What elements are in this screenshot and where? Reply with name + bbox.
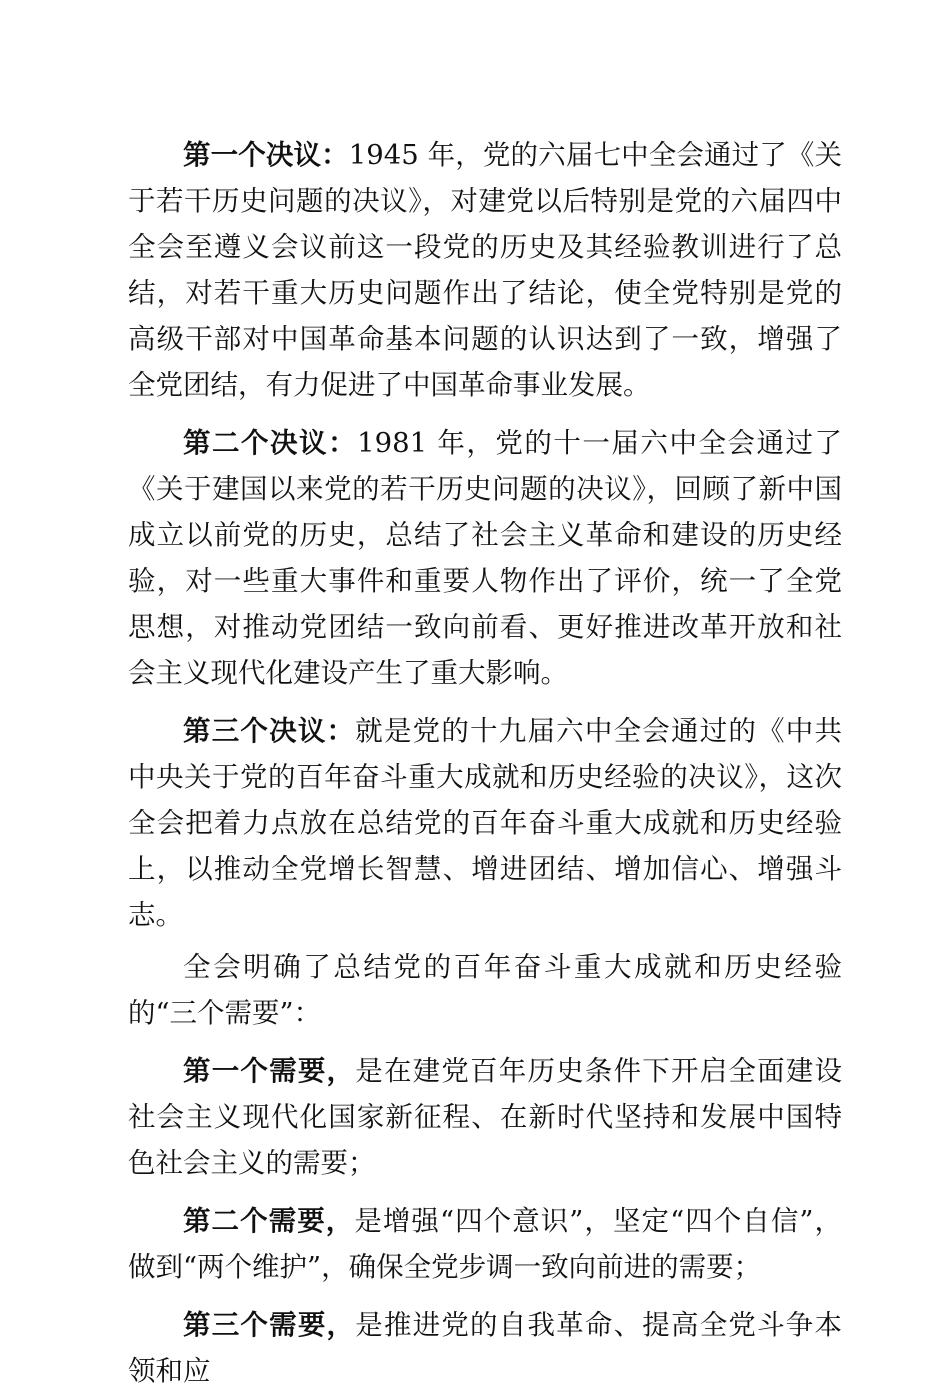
paragraph-three-needs-intro [128, 944, 842, 1036]
paragraph-third-need [128, 1302, 842, 1394]
paragraph-text: 就是党的十九届六中全会通过的《中共中央关于党的百年奋斗重大成就和历史经验的决议》，这次全会把着力点放在总结党的百年奋斗重大成就和历史经验上，以推动全党增长智慧、增进团结、增加信心、增强斗志。 [128, 715, 843, 931]
paragraph-lead: 第三个决议： [183, 715, 356, 747]
paragraph-first-resolution [128, 132, 842, 408]
paragraph-lead: 第三个需要， [183, 1309, 356, 1341]
paragraph-lead: 第二个决议： [183, 427, 358, 459]
paragraph-text: 是增强“四个意识”，坚定“四个自信”，做到“两个维护”，确保全党步调一致向前进的需要； [128, 1205, 843, 1283]
paragraph-text: 全会明确了总结党的百年奋斗重大成就和历史经验的“三个需要”： [128, 951, 842, 1029]
paragraph-second-resolution [128, 420, 842, 696]
paragraph-third-resolution [128, 708, 842, 938]
paragraph-text: 是推进党的自我革命、提高全党斗争本领和应 [128, 1309, 843, 1387]
paragraph-lead: 第一个需要， [183, 1055, 356, 1087]
paragraph-text: 是在建党百年历史条件下开启全面建设社会主义现代化国家新征程、在新时代坚持和发展中国特色社会主义的需要； [128, 1055, 843, 1179]
paragraph-text: 1945 年，党的六届七中全会通过了《关于若干历史问题的决议》，对建党以后特别是党的六届四中全会至遵义会议前这一段党的历史及其经验教训进行了总结，对若干重大历史问题作出了结论，使全党特别是党的高级干部对中国革命基本问题的认识达到了一致，增强了全党团结，有力促进了中国革命事业发展。 [128, 139, 842, 401]
paragraph-second-need [128, 1198, 842, 1290]
document-page [128, 132, 842, 1394]
paragraph-text: 1981 年，党的十一届六中全会通过了《关于建国以来党的若干历史问题的决议》，回顾了新中国成立以前党的历史，总结了社会主义革命和建设的历史经验，对一些重大事件和重要人物作出了评价，统一了全党思想，对推动党团结一致向前看、更好推进改革开放和社会主义现代化建设产生了重大影响。 [128, 427, 843, 689]
paragraph-first-need [128, 1048, 842, 1186]
paragraph-lead: 第二个需要， [183, 1205, 355, 1237]
paragraph-lead: 第一个决议： [183, 139, 349, 171]
